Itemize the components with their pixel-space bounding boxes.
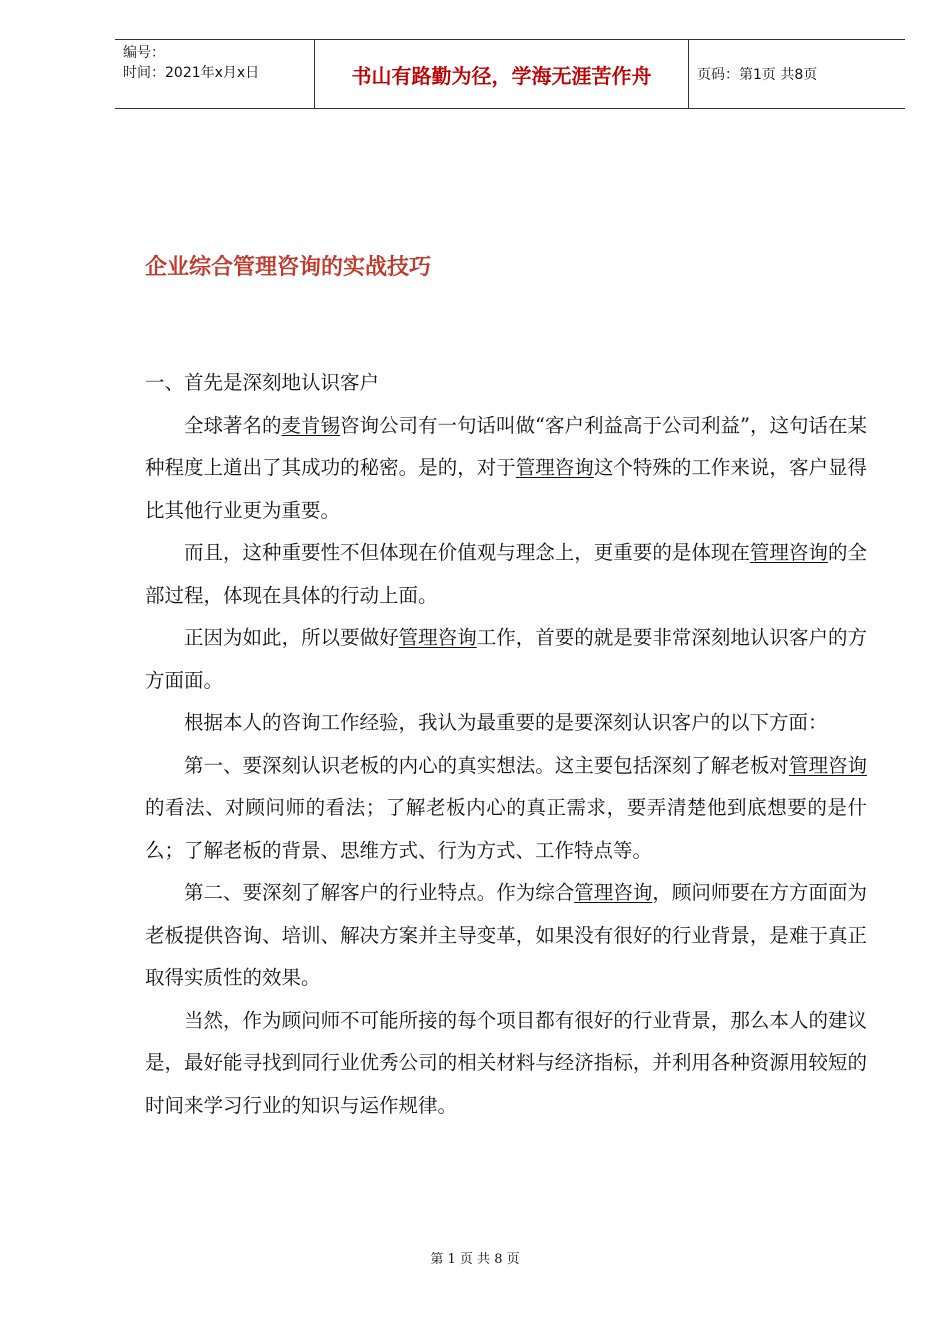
header-time: 时间：2021年x月x日 [123, 65, 260, 81]
header-meta [115, 40, 315, 108]
paragraph: 根据本人的咨询工作经验，我认为最重要的是要深刻认识客户的以下方面： [184, 711, 828, 734]
paragraph [145, 617, 867, 702]
text: 的看法、对顾问师的看法；了解老板内心的真正需求，要弄清楚他到底想要的是什么；了解老板的背景、思维方式、行为方式、工作特点等。 [145, 796, 867, 862]
link-management-consulting[interactable]: 管理咨询 [515, 456, 594, 479]
link-management-consulting[interactable]: 管理咨询 [398, 626, 477, 649]
paragraph: 当然，作为顾问师不可能所接的每个项目都有很好的行业背景，那么本人的建议是，最好能寻找到同行业优秀公司的相关材料与经济指标，并利用各种资源用较短的时间来学习行业的知识与运作规律。 [145, 1008, 867, 1117]
text: 全球著名的 [184, 413, 282, 437]
link-management-consulting[interactable]: 管理咨询 [574, 881, 653, 904]
text: 工作，首要的就是要非常深刻地认识客户的方方面面。 [145, 626, 867, 692]
header-page-info: 页码：第1页 共8页 [697, 67, 818, 83]
paragraph [145, 745, 867, 873]
document-body [145, 362, 867, 1127]
text: 正因为如此，所以要做好 [184, 626, 399, 649]
page-header [115, 39, 905, 109]
paragraph [145, 532, 867, 617]
header-motto: 书山有路勤为径，学海无涯苦作舟 [315, 40, 689, 108]
section-heading: 一、首先是深刻地认识客户 [145, 371, 380, 394]
text: 而且，这种重要性不但体现在价值观与理念上，更重要的是体现在 [184, 541, 750, 564]
page-footer: 第 1 页 共 8 页 [430, 1252, 520, 1267]
text: 第二、要深刻了解客户的行业特点。作为综合 [184, 881, 575, 904]
paragraph [145, 872, 867, 1000]
text: 这个特殊的工作来说，客户显得比其他行业更为重要。 [145, 456, 867, 522]
link-mckinsey[interactable]: 麦肯锡 [281, 413, 341, 437]
text: 的全部过程，体现在具体的行动上面。 [145, 541, 867, 607]
text: 第一、要深刻认识老板的内心的真实想法。这主要包括深刻了解老板对 [184, 753, 789, 777]
link-management-consulting[interactable]: 管理咨询 [788, 753, 867, 777]
header-number: 编号： [123, 45, 165, 61]
text: 咨询公司有一句话叫做“客户利益高于公司利益”，这句话在某种程度上道出了其成功的秘密。是的，对于 [145, 413, 867, 479]
paragraph [145, 405, 867, 533]
link-management-consulting[interactable]: 管理咨询 [749, 541, 828, 564]
document-title: 企业综合管理咨询的实战技巧 [145, 255, 432, 280]
text: ，顾问师要在方方面面为老板提供咨询、培训、解决方案并主导变革，如果没有很好的行业背景，是难于真正取得实质性的效果。 [145, 881, 867, 989]
